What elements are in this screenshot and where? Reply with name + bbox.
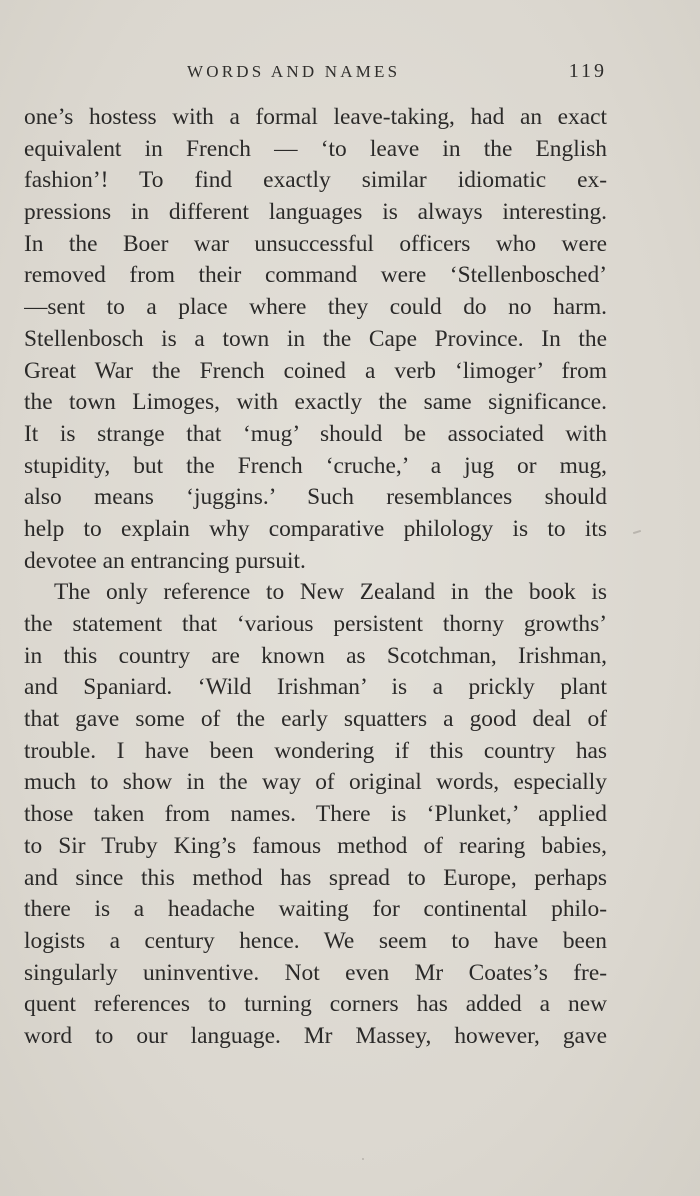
text-line: removed from their command were ‘Stellenbosched’ (24, 262, 607, 289)
text-line: trouble. I have been wondering if this country has (24, 737, 607, 764)
text-line: the town Limoges, with exactly the same significance. (24, 389, 607, 416)
text-line: singularly uninventive. Not even Mr Coates’s fre- (24, 959, 607, 986)
margin-mark (633, 530, 641, 534)
page-number: 119 (568, 60, 607, 82)
text-line: —sent to a place where they could do no harm. (24, 294, 607, 321)
text-line: that gave some of the early squatters a good deal of (24, 706, 607, 733)
paper-speck (362, 1158, 364, 1160)
text-line: there is a headache waiting for continental philo- (24, 896, 607, 923)
text-line: and since this method has spread to Europe, perhaps (24, 864, 607, 891)
text-line: help to explain why comparative philology is to its (24, 515, 607, 542)
text-line: Great War the French coined a verb ‘limoger’ from (24, 357, 607, 384)
text-line: Stellenbosch is a town in the Cape Province. In the (24, 325, 607, 352)
body-text (24, 102, 607, 1053)
text-line: quent references to turning corners has added a new (24, 991, 607, 1018)
text-line: In the Boer war unsuccessful officers who were (24, 230, 607, 257)
text-line: It is strange that ‘mug’ should be associated with (24, 420, 607, 447)
text-line: pressions in different languages is always interesting. (24, 199, 607, 226)
text-line: in this country are known as Scotchman, Irishman, (24, 642, 607, 669)
text-line: the statement that ‘various persistent thorny growths’ (24, 611, 607, 637)
text-line: stupidity, but the French ‘cruche,’ a jug or mug, (24, 452, 607, 479)
paragraph-last-line: devotee an entrancing pursuit. (24, 547, 306, 574)
text-line: word to our language. Mr Massey, however, gave (24, 1022, 607, 1049)
text-line: those taken from names. There is ‘Plunket,’ applied (24, 801, 607, 828)
text-line: logists a century hence. We seem to have been (24, 927, 607, 954)
text-line: one’s hostess with a formal leave-taking, had an exact (24, 104, 607, 130)
running-title: WORDS AND NAMES (187, 62, 401, 81)
text-line: to Sir Truby King’s famous method of rearing babies, (24, 832, 607, 859)
running-head (24, 62, 607, 86)
text-line: and Spaniard. ‘Wild Irishman’ is a prickly plant (24, 674, 607, 701)
text-line: also means ‘juggins.’ Such resemblances should (24, 484, 607, 511)
text-line: much to show in the way of original words, especially (24, 769, 607, 796)
text-line: fashion’! To find exactly similar idiomatic ex- (24, 167, 607, 194)
paragraph-first-line: The only reference to New Zealand in the book is (54, 579, 607, 606)
text-line: equivalent in French — ‘to leave in the English (24, 135, 607, 162)
